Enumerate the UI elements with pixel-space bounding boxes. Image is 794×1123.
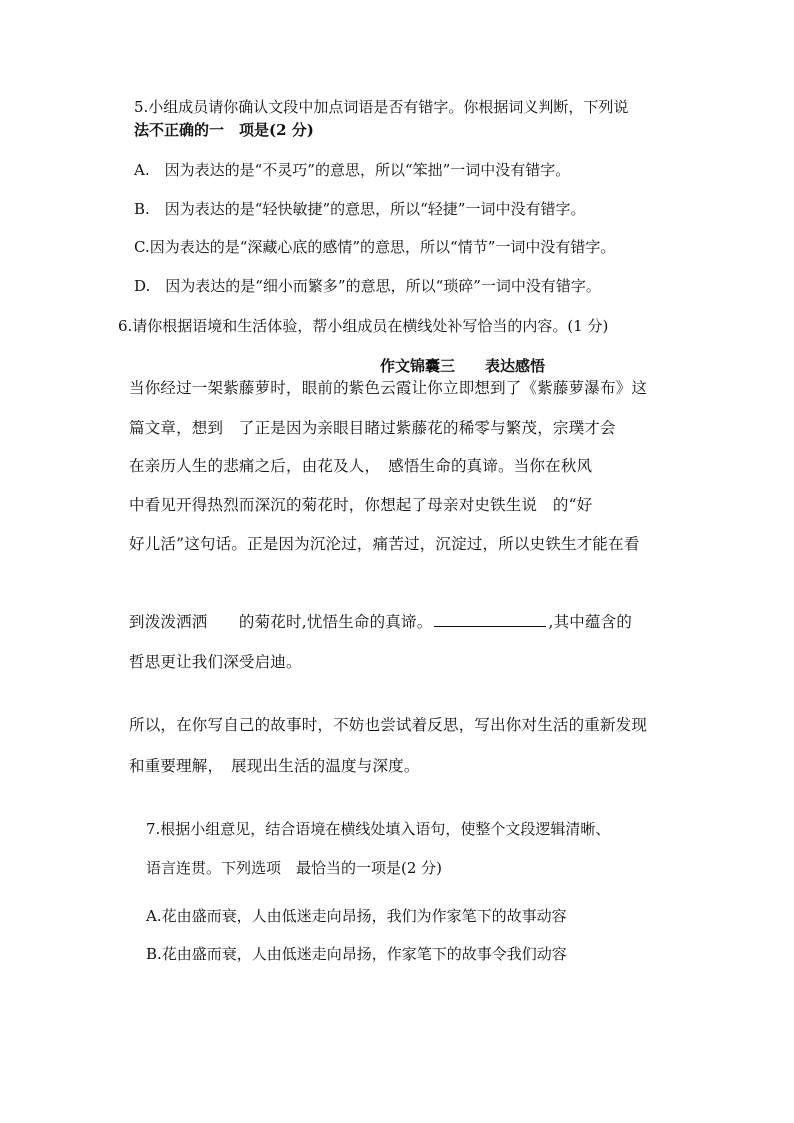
q7-option-a: A.花由盛而衰，人由低迷走向昂扬，我们为作家笔下的故事动容 <box>146 907 567 925</box>
q5-stem-line-1: 5.小组成员请你确认文段中加点词语是否有错字。你根据词义判断，下列说 <box>134 98 629 116</box>
q7-option-b: B.花由盛而衰，人由低迷走向昂扬，作家笔下的故事令我们动容 <box>146 945 567 963</box>
q5-option-d: D. 因为表达的是“细小而繁多”的意思，所以“琐碎”一词中没有错字。 <box>134 277 601 295</box>
q7-stem-line-2: 语言连贯。下列选项 最恰当的一项是(2 分) <box>146 859 443 877</box>
passage-line-6 <box>129 612 632 632</box>
passage-line-4: 中看见开得热烈而深沉的菊花时，你想起了母亲对史铁生说 的“好 <box>129 496 593 514</box>
q5-option-a: A. 因为表达的是“不灵巧”的意思，所以“笨拙”一词中没有错字。 <box>134 161 571 179</box>
section-title: 作文锦囊三 表达感悟 <box>380 357 546 375</box>
q5-option-b: B. 因为表达的是“轻快敏捷”的意思，所以“轻捷”一词中没有错字。 <box>134 200 586 218</box>
q7-stem-line-1: 7.根据小组意见，结合语境在横线处填入语句，使整个文段逻辑清晰、 <box>146 820 611 838</box>
q6-stem: 6.请你根据语境和生活体验，帮小组成员在横线处补写恰当的内容。(1 分) <box>118 317 609 335</box>
conclusion-line-2: 和重要理解， 展现出生活的温度与深度。 <box>129 757 420 775</box>
passage-line-2: 篇文章，想到 了正是因为亲眼目睹过紫藤花的稀零与繁茂，宗璞才会 <box>129 419 616 437</box>
passage-line-3: 在亲历人生的悲痛之后，由花及人， 感悟生命的真谛。当你在秋风 <box>129 457 593 475</box>
q5-option-c: C.因为表达的是“深藏心底的感情”的意思，所以“情节”一词中没有错字。 <box>134 238 616 256</box>
passage-line-6-tail: ,其中蕴含的 <box>548 613 633 631</box>
conclusion-line-1: 所以，在你写自己的故事时，不妨也尝试着反思，写出你对生活的重新发现 <box>129 716 648 734</box>
fill-in-blank[interactable] <box>434 612 546 627</box>
q5-stem-line-2: 法不正确的一 项是(2 分) <box>134 121 314 139</box>
passage-line-6-text: 到泼泼洒洒 的菊花时,忧悟生命的真谛。 <box>129 613 433 631</box>
passage-line-1: 当你经过一架紫藤萝时，眼前的紫色云霞让你立即想到了《紫藤萝瀑布》这 <box>129 379 648 397</box>
passage-line-7: 哲思更让我们深受启迪。 <box>129 653 302 671</box>
passage-line-5: 好儿活”这句话。正是因为沉沦过，痛苦过，沉淀过，所以史铁生才能在看 <box>129 535 640 553</box>
